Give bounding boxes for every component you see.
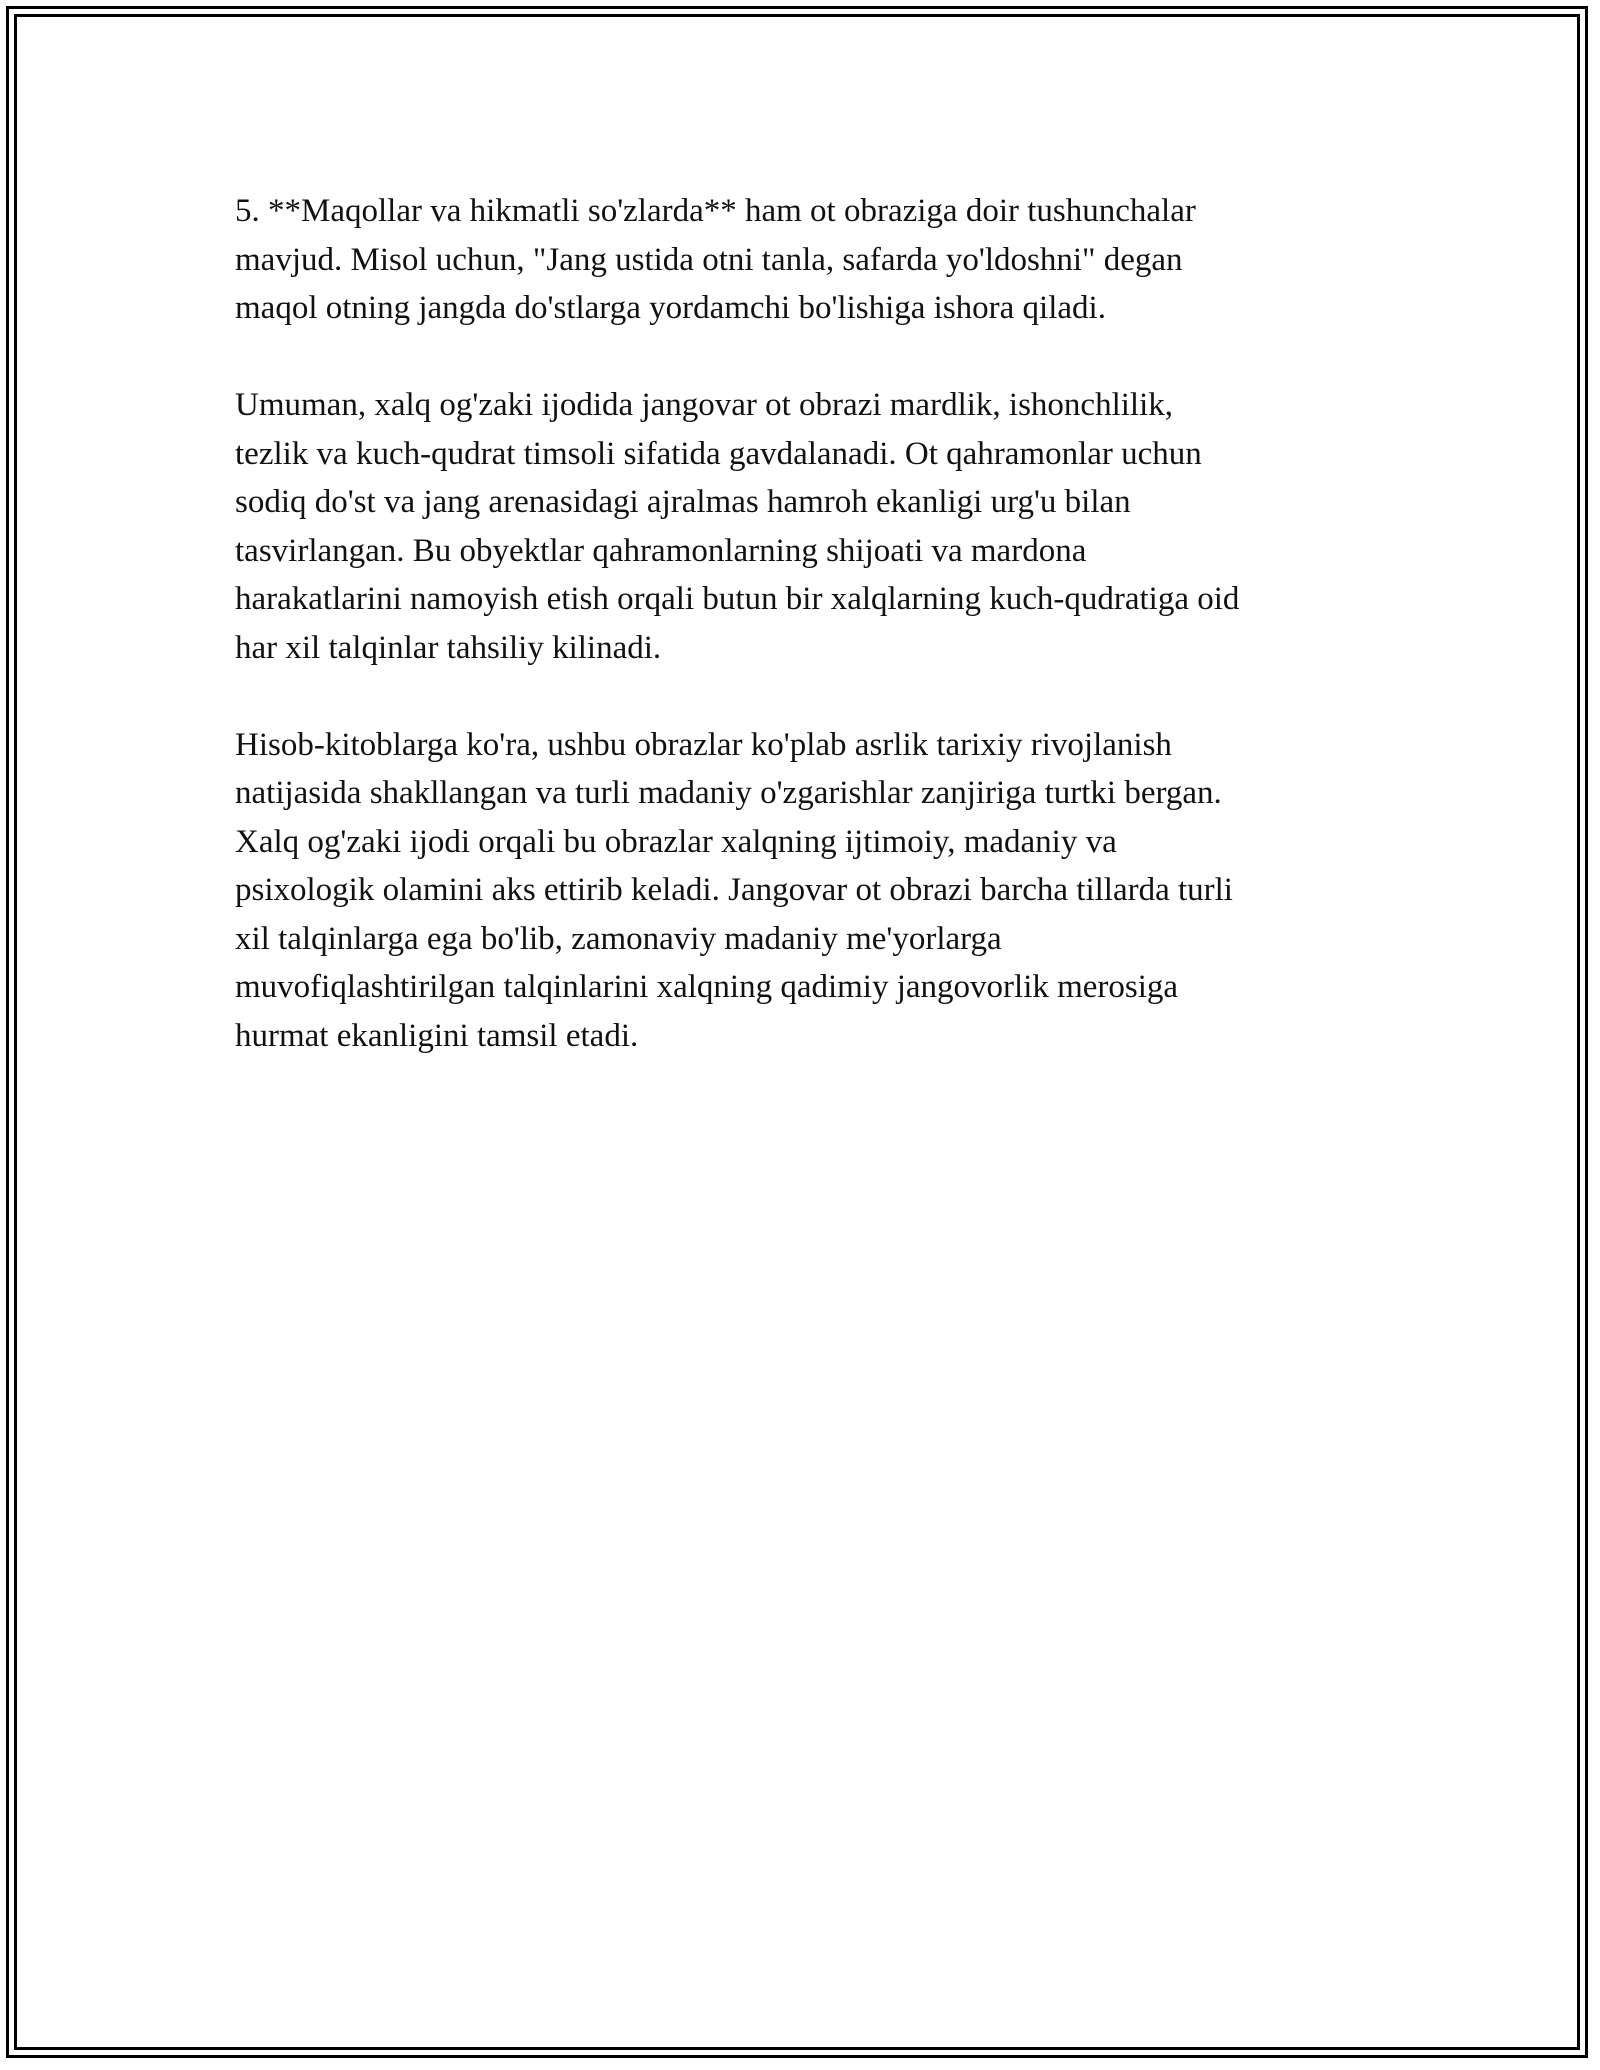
paragraph-historical-development: Hisob-kitoblarga ko'ra, ushbu obrazlar ko'plab asrlik tarixiy rivojlanish natijasida shakllangan va turli madaniy o'zgarishlar zanjiriga turtki bergan. Xalq og'zaki ijodi orqali bu obrazlar xalqning ijtimoiy, madaniy va psixologik olamini aks ettirib keladi. Jangovar ot obrazi barcha tillarda turli xil talqinlarga ega bo'lib, zamonaviy madaniy me'yorlarga muvofiqlashtirilgan talqinlarini xalqning qadimiy jangovorlik merosiga hurmat ekanligini tamsil etadi. [235,726,1233,1054]
paragraph-summary: Umuman, xalq og'zaki ijodida jangovar ot obrazi mardlik, ishonchlilik, tezlik va kuch-qudrat timsoli sifatida gavdalanadi. Ot qahramonlar uchun sodiq do'st va jang arenasidagi ajralmas hamroh ekanligi urg'u bilan tasvirlangan. Bu obyektlar qahramonlarning shijoati va mardona harakatlarini namoyish etish orqali butun bir xalqlarning kuch-qudratiga oid har xil talqinlar tahsiliy kilinadi. [235,387,1240,666]
document-body [235,187,1355,1109]
paragraph-proverbs: 5. **Maqollar va hikmatli so'zlarda** ham ot obraziga doir tushunchalar mavjud. Misol uchun, "Jang ustida otni tanla, safarda yo'ldoshni" degan maqol otning jangda do'stlarga yordamchi bo'lishiga ishora qiladi. [235,193,1196,326]
